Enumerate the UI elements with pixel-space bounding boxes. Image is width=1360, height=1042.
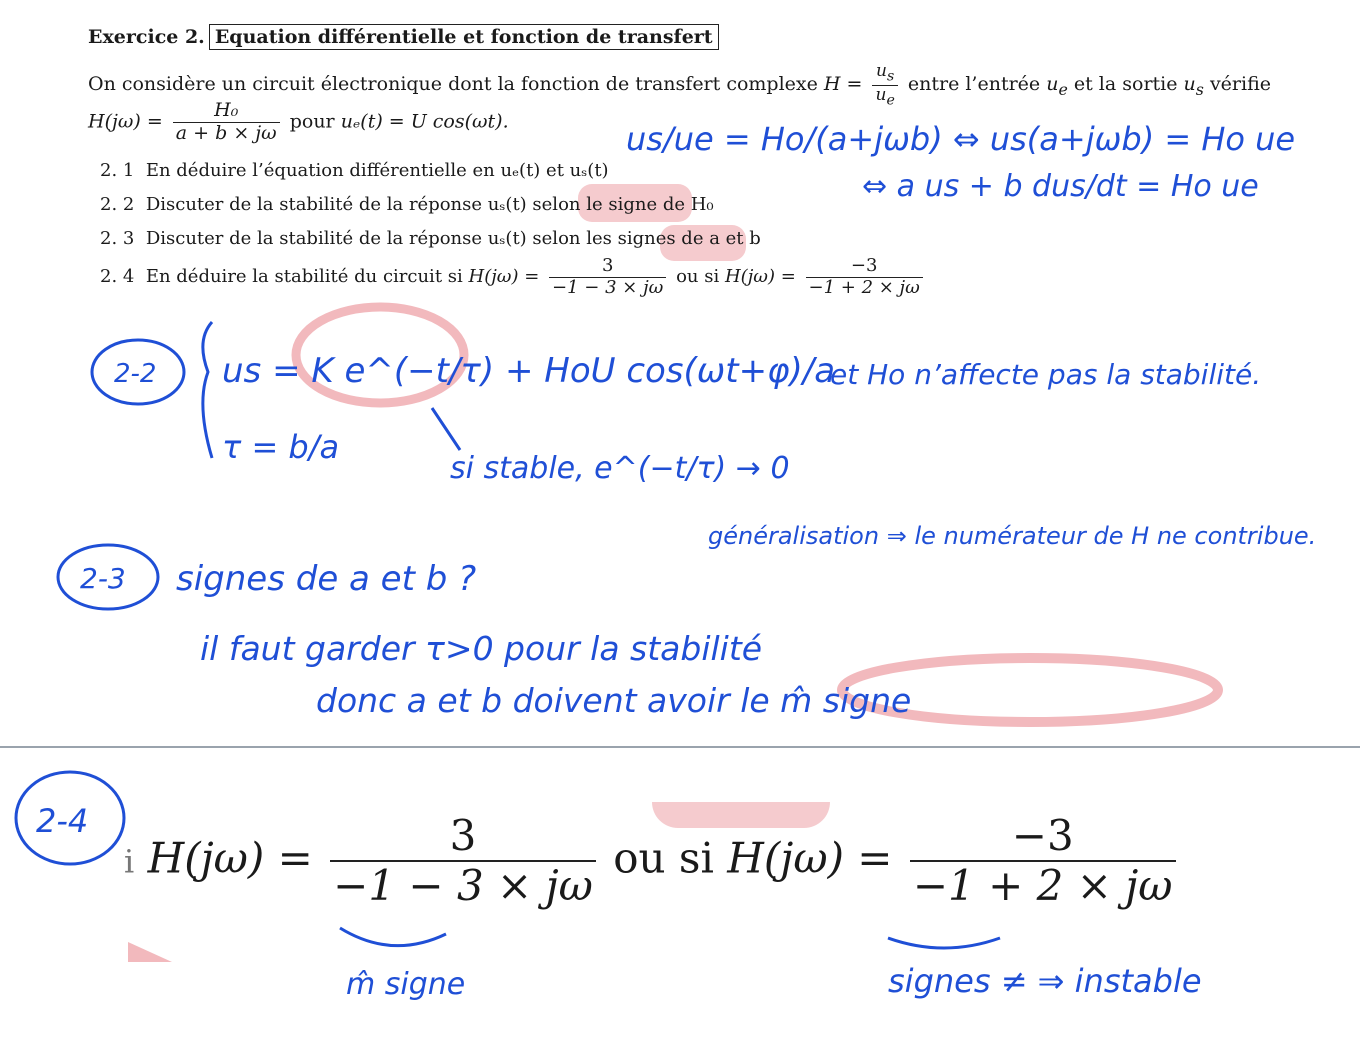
question-text: Discuter de la stabilité de la réponse uₛ(t) selon les signes de a et b (145, 228, 761, 249)
intro-verb: vérifie (1209, 73, 1272, 96)
circle-2-3 (58, 545, 158, 609)
hw-same-sign: m̂ signe (346, 967, 466, 1002)
zoomed-formula (124, 812, 1180, 911)
fraction-num: 3 (549, 256, 666, 278)
circle-2-4 (16, 772, 124, 864)
intro-text: On considère un circuit électronique dont la fonction de transfert complexe (88, 73, 818, 96)
fraction-den: −1 + 2 × jω (808, 276, 920, 298)
fraction-num: −3 (910, 812, 1176, 862)
question-number: 2. 1 (100, 160, 135, 181)
transfer-num: H₀ (173, 100, 280, 123)
exercise-heading (88, 24, 719, 50)
fraction-den: −1 − 3 × jω (333, 861, 593, 911)
zoom-fraction-2 (910, 812, 1176, 911)
h2-label: H(jω) = (724, 266, 796, 288)
brace-2-2 (203, 322, 212, 458)
exercise-label: Exercice 2. (88, 26, 205, 48)
transfer-function-line (88, 100, 509, 145)
underline-diff-sign (888, 938, 1000, 948)
question-number: 2. 2 (100, 194, 135, 215)
hw-label-24: 2-4 (36, 802, 89, 840)
question-text: En déduire la stabilité du circuit si (145, 266, 463, 288)
exercise-title: Equation différentielle et fonction de transfert (209, 24, 719, 50)
q-fraction-2 (806, 256, 923, 298)
hw-label-23: 2-3 (80, 562, 126, 595)
fraction-den: −1 − 3 × jω (552, 276, 664, 298)
hw-stable: si stable, e^(−t/τ) → 0 (450, 451, 790, 486)
question-number: 2. 4 (100, 266, 135, 288)
hw-q23: signes de a et b ? (176, 559, 477, 599)
hw-eq1: us/ue = Ho/(a+jωb) ⇔ us(a+jωb) = Ho ue (626, 120, 1296, 158)
zoom-prefix: i (124, 842, 135, 881)
circle-2-2 (92, 340, 184, 404)
intro-after: entre l’entrée (907, 73, 1041, 96)
question-2-3 (100, 228, 761, 249)
fraction-num: −3 (806, 256, 923, 278)
question-2-4 (100, 256, 927, 298)
zoom-fraction-1 (330, 812, 596, 911)
transfer-fraction (173, 100, 280, 145)
highlight-k-exp (296, 307, 464, 403)
input-def: uₑ(t) = U cos(ωt). (340, 110, 509, 133)
transfer-den: a + b × jω (175, 121, 277, 144)
arrow-to-stable (432, 408, 460, 450)
intro-line: On considère un circuit électronique dont la fonction de transfert complexe H = $\frac{u_s}{u_e}$ entre l’entrée $u_e$ et la sortie $u_s$ vérifie (88, 61, 1272, 109)
question-text: Discuter de la stabilité de la réponse uₛ(t) selon le signe de H₀ (145, 194, 714, 215)
hw-tau: il faut garder τ>0 pour la stabilité (200, 629, 763, 668)
hw-note-ho: et Ho n’affecte pas la stabilité. (830, 358, 1262, 391)
H-def: H(jω) = (88, 110, 163, 133)
H-us-ue-fraction: $\frac{u_s}{u_e}$ (872, 62, 897, 108)
q-fraction-1 (549, 256, 666, 298)
question-number: 2. 3 (100, 228, 135, 249)
underline-same-sign (340, 928, 446, 946)
highlight-corner (128, 942, 172, 962)
hw-eq2: ⇔ a us + b dus/dt = Ho ue (862, 169, 1259, 204)
zoom-h2: H(jω) = (727, 833, 893, 883)
pour-text: pour (289, 110, 335, 133)
question-text: En déduire l’équation différentielle en uₑ(t) et uₛ(t) (145, 160, 609, 181)
zoom-h1: H(jω) = (147, 833, 313, 883)
intro-end: et la sortie (1073, 73, 1178, 96)
fraction-num: 3 (330, 812, 596, 862)
section-divider (0, 746, 1360, 748)
hw-general: généralisation ⇒ le numérateur de H ne contribue. (708, 522, 1317, 550)
hw-donc: donc a et b doivent avoir le m̂ signe (316, 681, 912, 720)
hw-sol1: us = K e^(−t/τ) + HoU cos(ωt+φ)/a (222, 351, 836, 391)
question-2-1 (100, 160, 609, 181)
ou-si: ou si (676, 266, 720, 288)
highlight-same-sign (842, 658, 1218, 722)
hw-sol2: τ = b/a (222, 428, 340, 466)
hw-diff-sign: signes ≠ ⇒ instable (888, 962, 1202, 1000)
question-2-2 (100, 194, 714, 215)
h1-label: H(jω) = (468, 266, 540, 288)
fraction-den: −1 + 2 × jω (912, 861, 1173, 911)
hw-label-22: 2-2 (114, 359, 157, 389)
zoom-ou-si: ou si (613, 833, 714, 883)
